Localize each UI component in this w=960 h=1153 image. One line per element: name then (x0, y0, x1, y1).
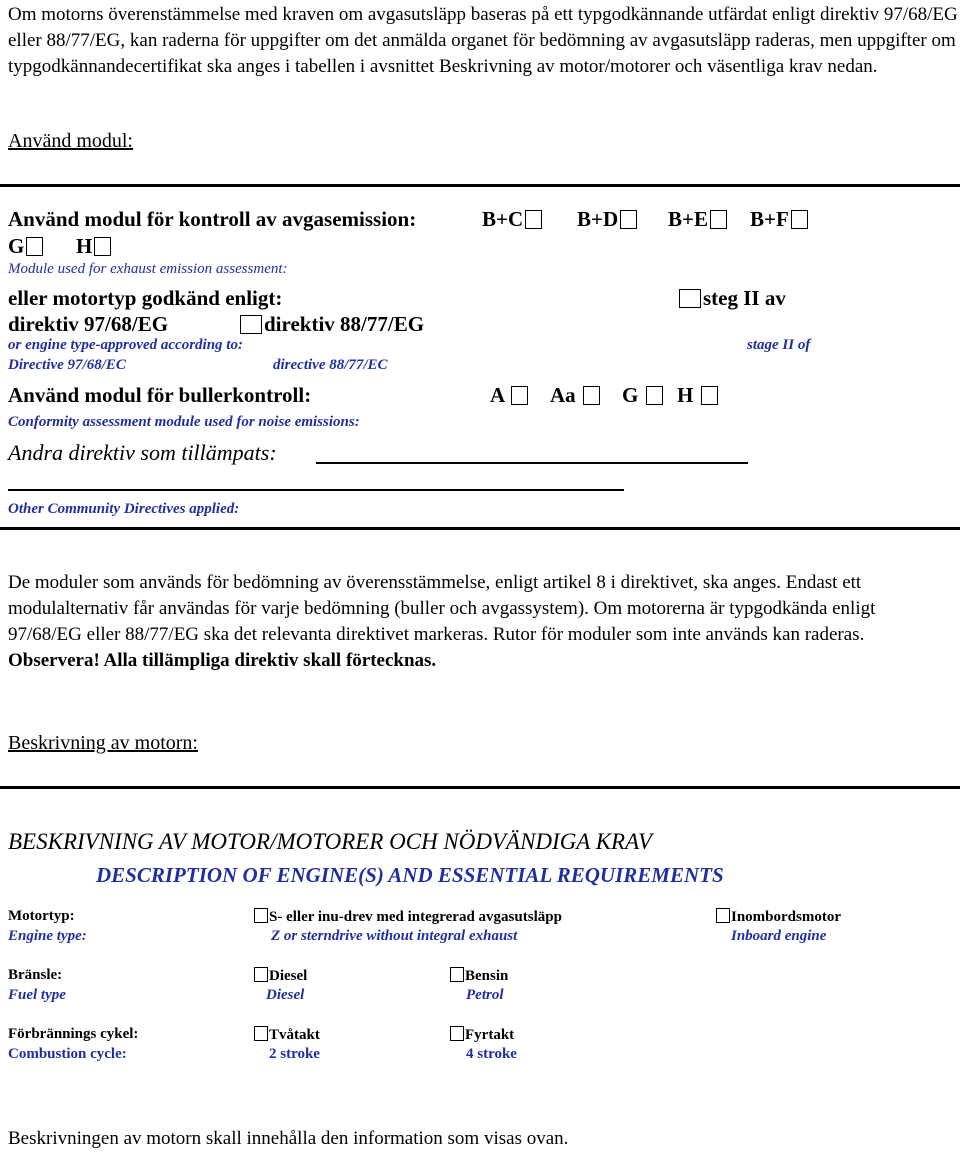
instructions-note: Observera! Alla tillämpliga direktiv skall förtecknas. (8, 650, 437, 671)
checkbox[interactable] (254, 967, 268, 982)
checkbox[interactable] (254, 908, 268, 923)
instructions-paragraph (8, 570, 948, 674)
exhaust-option-h[interactable] (76, 234, 113, 259)
option-label: G (8, 234, 25, 258)
engine-type-sterndrive-option[interactable] (254, 908, 562, 926)
engine-type-inboard-translation: Inboard engine (731, 928, 827, 944)
checkbox[interactable] (94, 237, 111, 256)
checkbox[interactable] (26, 237, 43, 256)
noise-module-label: Använd modul för bullerkontroll: (8, 383, 312, 407)
checkbox[interactable] (525, 210, 542, 229)
engine-type-inboard-option[interactable] (716, 908, 841, 926)
noise-option-aa[interactable] (550, 383, 602, 408)
cycle-four-stroke-translation: 4 stroke (466, 1046, 517, 1062)
directive-97-68-translation: Directive 97/68/EC (8, 357, 126, 373)
noise-option-g[interactable] (622, 383, 665, 408)
checkbox[interactable] (716, 908, 730, 923)
noise-option-a[interactable] (490, 383, 530, 408)
fuel-petrol-option[interactable] (450, 967, 508, 985)
noise-module-translation: Conformity assessment module used for noise emissions: (8, 414, 360, 430)
checkbox[interactable] (701, 386, 718, 405)
fuel-translation: Fuel type (8, 987, 66, 1003)
fuel-label: Bränsle: (8, 967, 63, 983)
cycle-four-stroke-option[interactable] (450, 1026, 514, 1044)
section-title: BESKRIVNING AV MOTOR/MOTORER OCH NÖDVÄNDIGA KRAV (8, 829, 653, 854)
checkbox[interactable] (450, 1026, 464, 1041)
exhaust-option-be[interactable] (668, 207, 729, 232)
cycle-two-stroke-option[interactable] (254, 1026, 320, 1044)
option-label: Aa (550, 383, 576, 407)
cycle-two-stroke-translation: 2 stroke (269, 1046, 320, 1062)
checkbox[interactable] (679, 289, 701, 308)
checkbox[interactable] (240, 315, 262, 334)
divider-top (0, 184, 960, 187)
engine-approved-label: eller motortyp godkänd enligt: (8, 286, 283, 310)
footer-note: Beskrivningen av motorn skall innehålla den information som visas ovan. (8, 1128, 569, 1149)
other-directives-field-line-1[interactable] (316, 462, 748, 464)
fuel-diesel-translation: Diesel (266, 987, 305, 1003)
engine-type-translation: Engine type: (8, 928, 87, 944)
option-label: B+F (750, 207, 789, 231)
option-label: Diesel (269, 968, 308, 984)
engine-approved-translation: or engine type-approved according to: (8, 337, 243, 353)
option-label: H (677, 383, 694, 407)
exhaust-option-g[interactable] (8, 234, 45, 259)
exhaust-module-label: Använd modul för kontroll av avgasemission: (8, 207, 417, 231)
combustion-cycle-translation: Combustion cycle: (8, 1046, 127, 1062)
divider-lower (0, 786, 960, 789)
engine-type-label: Motortyp: (8, 908, 75, 924)
option-label: H (76, 234, 93, 258)
fuel-petrol-translation: Petrol (466, 987, 504, 1003)
other-directives-label: Andra direktiv som tillämpats: (8, 440, 277, 465)
exhaust-option-bc[interactable] (482, 207, 544, 232)
checkbox[interactable] (583, 386, 600, 405)
module-heading: Använd modul: (8, 130, 133, 152)
instructions-text: De moduler som används för bedömning av överensstämmelse, enligt artikel 8 i direktivet, ska anges. Endast ett modulalternativ får användas för varje bedömning (buller och avgassystem). Om motorerna är typgodkända enligt 97/68/EG eller 88/77/EG ska det relevanta direktivet markeras. Rutor för moduler som inte används kan raderas. (8, 572, 876, 645)
noise-option-h[interactable] (677, 383, 720, 408)
other-directives-translation: Other Community Directives applied: (8, 501, 240, 517)
option-label: Inombordsmotor (731, 909, 842, 925)
exhaust-module-translation: Module used for exhaust emission assessment: (8, 261, 288, 277)
stage-ii-translation: stage II of (747, 337, 811, 353)
option-label: B+E (668, 207, 708, 231)
section-subtitle: DESCRIPTION OF ENGINE(S) AND ESSENTIAL REQUIREMENTS (96, 863, 724, 887)
directive-97-68-label: direktiv 97/68/EG (8, 312, 169, 336)
checkbox[interactable] (646, 386, 663, 405)
checkbox[interactable] (620, 210, 637, 229)
option-label: Fyrtakt (465, 1027, 515, 1043)
engine-description-heading: Beskrivning av motorn: (8, 732, 198, 754)
option-label: B+D (577, 207, 619, 231)
stage-ii-option[interactable] (677, 286, 786, 311)
divider-middle (0, 527, 960, 530)
option-label: S- eller inu-drev med integrerad avgasutsläpp (269, 909, 562, 925)
exhaust-option-bf[interactable] (750, 207, 810, 232)
option-label: Tvåtakt (269, 1027, 320, 1043)
directive-88-77-option[interactable] (238, 312, 424, 337)
checkbox[interactable] (791, 210, 808, 229)
fuel-diesel-option[interactable] (254, 967, 307, 985)
checkbox[interactable] (511, 386, 528, 405)
option-label: B+C (482, 207, 524, 231)
intro-paragraph: Om motorns överenstämmelse med kraven om avgasutsläpp baseras på ett typgodkännande utfärdat enligt direktiv 97/68/EG eller 88/77/EG, kan raderna för uppgifter om det anmälda organet för bedömning av avgasutsläpp raderas, men uppgifter om typgodkännandecertifikat ska anges i tabellen i avsnittet Beskrivning av motor/motorer och väsentliga krav nedan. (8, 4, 958, 77)
checkbox[interactable] (710, 210, 727, 229)
checkbox[interactable] (450, 967, 464, 982)
combustion-cycle-label: Förbrännings cykel: (8, 1026, 139, 1042)
other-directives-field-line-2[interactable] (8, 489, 624, 491)
exhaust-option-bd[interactable] (577, 207, 639, 232)
option-label: G (622, 383, 639, 407)
engine-type-sterndrive-translation: Z or sterndrive without integral exhaust (271, 928, 518, 944)
option-label: direktiv 88/77/EG (264, 312, 425, 336)
directive-88-77-translation: directive 88/77/EC (273, 357, 388, 373)
option-label: Bensin (465, 968, 509, 984)
option-label: steg II av (703, 286, 786, 310)
checkbox[interactable] (254, 1026, 268, 1041)
option-label: A (490, 383, 505, 407)
